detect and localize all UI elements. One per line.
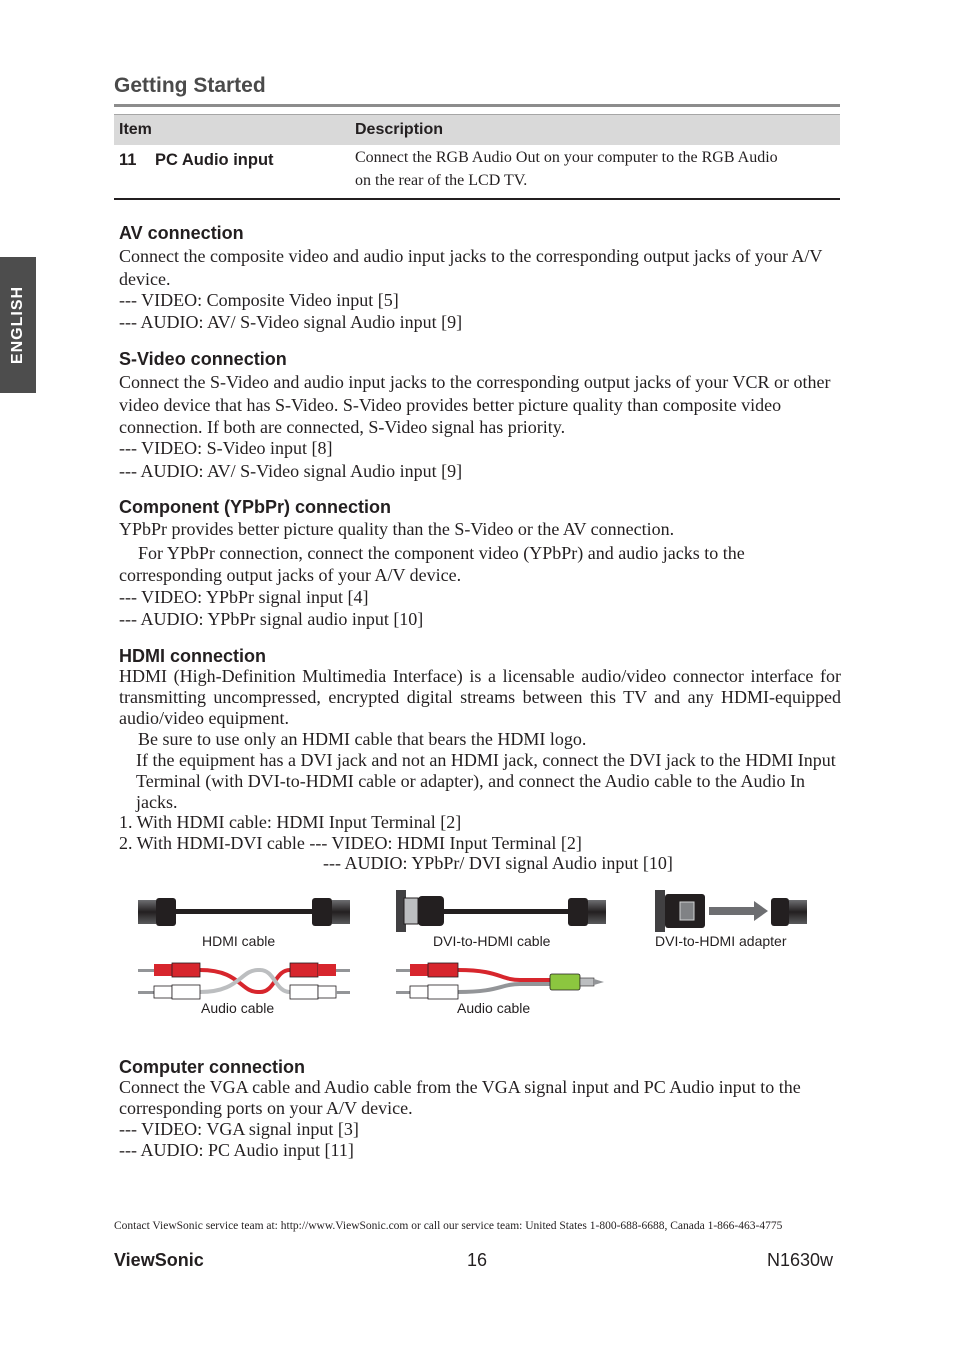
av-audio-line: --- AUDIO: AV/ S-Video signal Audio input [9] bbox=[119, 312, 463, 332]
hdmi-step-2-audio: --- AUDIO: YPbPr/ DVI signal Audio input [10] bbox=[323, 853, 673, 873]
component-text-2: For YPbPr connection, connect the component video (YPbPr) and audio jacks to the bbox=[138, 543, 745, 563]
svideo-video-line: --- VIDEO: S-Video input [8] bbox=[119, 438, 333, 458]
table-header-row bbox=[114, 114, 840, 145]
caption-dvi-hdmi-adapter: DVI-to-HDMI adapter bbox=[655, 933, 787, 949]
footer-contact: Contact ViewSonic service team at: http://www.ViewSonic.com or call our service team: United States 1-800-688-6688, Canada 1-866-463-4775 bbox=[114, 1220, 783, 1232]
page-title: Getting Started bbox=[114, 74, 266, 97]
component-connection-heading: Component (YPbPr) connection bbox=[119, 497, 391, 517]
av-connection-heading: AV connection bbox=[119, 223, 244, 243]
hdmi-cable-icon bbox=[138, 898, 350, 926]
hdmi-note-dvi: If the equipment has a DVI jack and not an HDMI jack, connect the DVI jack to the HDMI Input Terminal (with DVI-to-HDMI cable or adapter), and connect the Audio cable to the Audio In jacks. bbox=[136, 750, 836, 812]
caption-dvi-hdmi-cable: DVI-to-HDMI cable bbox=[433, 933, 551, 949]
table-row bbox=[114, 145, 840, 200]
computer-audio-line: --- AUDIO: PC Audio input [11] bbox=[119, 1140, 354, 1160]
hdmi-step-1: 1. With HDMI cable: HDMI Input Terminal [2] bbox=[119, 812, 462, 832]
svideo-connection-text: Connect the S-Video and audio input jacks to the corresponding output jacks of your VCR or other video device that has S-Video. S-Video provides better picture quality than composite video connection. If both are connected, S-Video signal has priority. bbox=[119, 372, 831, 437]
row-item: PC Audio input bbox=[155, 151, 274, 169]
caption-audio-cable-2: Audio cable bbox=[457, 1000, 531, 1016]
component-video-line: --- VIDEO: YPbPr signal input [4] bbox=[119, 587, 369, 607]
row-number: 11 bbox=[119, 151, 137, 169]
caption-audio-cable-1: Audio cable bbox=[201, 1000, 275, 1016]
page-number: 16 bbox=[467, 1250, 488, 1270]
caption-hdmi-cable: HDMI cable bbox=[202, 933, 276, 949]
hdmi-step-2: 2. With HDMI-DVI cable --- VIDEO: HDMI Input Terminal [2] bbox=[119, 833, 582, 853]
language-label: ENGLISH bbox=[9, 285, 26, 365]
svideo-audio-line: --- AUDIO: AV/ S-Video signal Audio input [9] bbox=[119, 461, 463, 481]
row-description-line2: on the rear of the LCD TV. bbox=[355, 172, 528, 189]
header-rule bbox=[114, 104, 840, 107]
dvi-hdmi-adapter-icon bbox=[655, 890, 807, 932]
dvi-hdmi-cable-icon bbox=[396, 890, 606, 932]
language-tab bbox=[0, 257, 36, 393]
hdmi-note-logo: Be sure to use only an HDMI cable that bears the HDMI logo. bbox=[138, 729, 587, 749]
computer-connection-heading: Computer connection bbox=[119, 1057, 306, 1077]
column-header-description: Description bbox=[355, 121, 444, 138]
audio-cable-1-icon bbox=[138, 963, 350, 999]
cable-illustrations bbox=[0, 880, 954, 1020]
component-audio-line: --- AUDIO: YPbPr signal audio input [10] bbox=[119, 609, 424, 629]
column-header-item: Item bbox=[119, 121, 152, 138]
computer-video-line: --- VIDEO: VGA signal input [3] bbox=[119, 1119, 359, 1139]
footer-brand: ViewSonic bbox=[114, 1250, 204, 1270]
svideo-connection-heading: S-Video connection bbox=[119, 349, 287, 369]
av-connection-text: Connect the composite video and audio input jacks to the corresponding output jacks of your A/V device. bbox=[119, 246, 823, 289]
hdmi-connection-text: HDMI (High-Definition Multimedia Interface) is a licensable audio/video connector interface for transmitting uncompressed, encrypted digital streams between this TV and any HDMI-equipped audio/video equipment. bbox=[119, 666, 841, 728]
row-description-line1: Connect the RGB Audio Out on your computer to the RGB Audio bbox=[355, 149, 778, 166]
computer-connection-text: Connect the VGA cable and Audio cable from the VGA signal input and PC Audio input to the corresponding ports on your A/V device. bbox=[119, 1077, 801, 1118]
component-text-1: YPbPr provides better picture quality than the S-Video or the AV connection. bbox=[119, 519, 675, 539]
spec-table bbox=[114, 114, 840, 200]
av-video-line: --- VIDEO: Composite Video input [5] bbox=[119, 290, 399, 310]
hdmi-connection-heading: HDMI connection bbox=[119, 646, 266, 666]
model-number: N1630w bbox=[767, 1250, 834, 1270]
component-text-3: corresponding output jacks of your A/V device. bbox=[119, 565, 462, 585]
audio-cable-2-icon bbox=[396, 963, 604, 999]
